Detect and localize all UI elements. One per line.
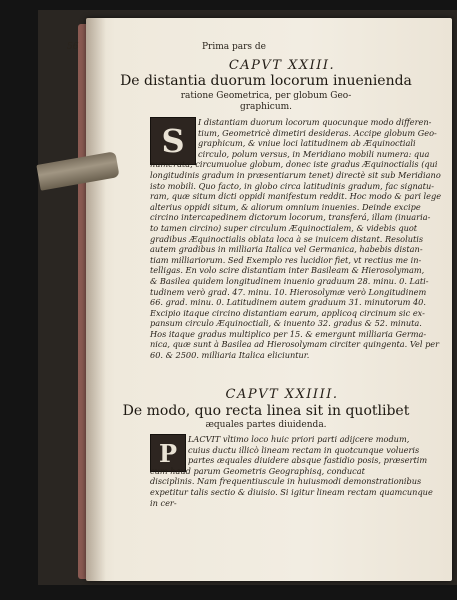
text-line: partes æquales diuidere absque fastidio posis, præsertim [188,455,428,466]
text-line: in cer- [150,497,177,508]
text-line: alterius oppidi situm, & aliorum omnium inuenies. Deinde excipe [150,201,421,212]
text-line: cuius ductu illicò lineam rectam in quotcunque volueris [188,444,420,455]
chapter-2-title: De modo, quo recta linea sit in quotlibet [122,403,410,419]
running-head [67,42,397,54]
text-line: nica, quæ sunt à Basilea ad Hierosolymam circiter quingenta. Vel per [150,339,440,350]
chapter-1-initial-letter: S [161,122,185,160]
text-line: cum haud parum Geometris Geographisq, conducat [150,465,365,476]
chapter-1-title: De distantia duorum locorum inuenienda [120,73,412,89]
text-line: tudinem verò grad. 47. minu. 10. Hierosolymæ verò Longitudinem [150,286,427,297]
text-line: autem gradibus in milliaria Italica vel Germanica, habebis distan- [150,244,423,255]
text-line: tiam milliariorum. Sed Exemplo res lucidior fiet, vt rectius me in- [150,254,422,265]
text-line: LACVIT vltimo loco huic priori parti adijcere modum, [188,434,410,444]
chapter-2-caput: CAPVT XXIIII. [225,387,339,402]
text-line: isto mobili. Quo facto, in globo circa latitudinis gradum, fac signatu- [150,180,435,191]
text-line: longitudinis gradum in præsentiarum tenet) directè sit sub Meridiano [150,169,441,180]
text-line: to tamen circino) super circulum Æquinoctialem, & videbis quot [150,222,418,233]
text-line: numerata, circumuolue globum, donec iste gradus Æquinoctialis (qui [150,159,438,170]
text-line: 66. grad. minu. 0. Latitudinem autem graduum 31. minutorum 40. [150,297,426,308]
text-line: circino intercapedinem dictorum locorum, transferá, illam (inuaria- [150,212,431,223]
text-line: pansum circulo Æquinoctiali, & inuento 32. gradus & 52. minuta. [150,318,422,329]
text-line: expetitur talis sectio & diuisio. Si igitur lineam rectam quamcunque [150,486,433,497]
text-line: circulo, polum versus, in Meridiano mobili numera: qua [198,148,430,159]
running-title: Prima pars de [202,42,266,52]
chapter-2-body [150,434,433,508]
chapter-1-body [150,117,441,361]
chapter-1-caput: CAPVT XXIII. [228,58,336,73]
text-line: & Basilea quidem longitudinem inuenio graduum 28. minu. 0. Lati- [150,275,429,286]
chapter-1-subtitle-line-2: graphicum. [239,102,293,112]
text-line: Hos itaque gradus multiplico per 15. & emergunt milliaria Germa- [150,328,427,339]
gutter-shadow [86,18,106,581]
text-line: 60. & 2500. milliaria Italica eliciuntur. [150,350,310,361]
text-line: gradibus Æquinoctialis oblata loca à se inuicem distant. Resolutis [150,233,424,244]
chapter-2-subtitle: æquales partes diuidenda. [205,420,327,430]
chapter-1-subtitle-line-1: ratione Geometrica, per globum Geo- [180,91,352,101]
text-line: telligas. En volo scire distantiam inter Basileam & Hierosolymam, [150,265,425,276]
text-line: disciplinis. Nam frequentiuscule in huiusmodi demonstrationibus [150,476,422,487]
text-line: tium, Geometricè dimetiri desideras. Accipe globum Geo- [198,127,437,138]
text-line: graphicum, & vniue loci latitudinem ab Æquinoctiali [198,138,416,149]
chapter-2-initial-letter: P [158,438,178,468]
text-line: ram, quæ situm dicti oppidi manifestum reddit. Hoc modo & pari lege [150,191,442,202]
text-line: Excipio itaque circino distantiam earum, applicoq circinum sic ex- [150,307,425,318]
text-line: I distantiam duorum locorum quocunque modo differen- [198,117,432,127]
page-number: 56 [67,42,79,52]
